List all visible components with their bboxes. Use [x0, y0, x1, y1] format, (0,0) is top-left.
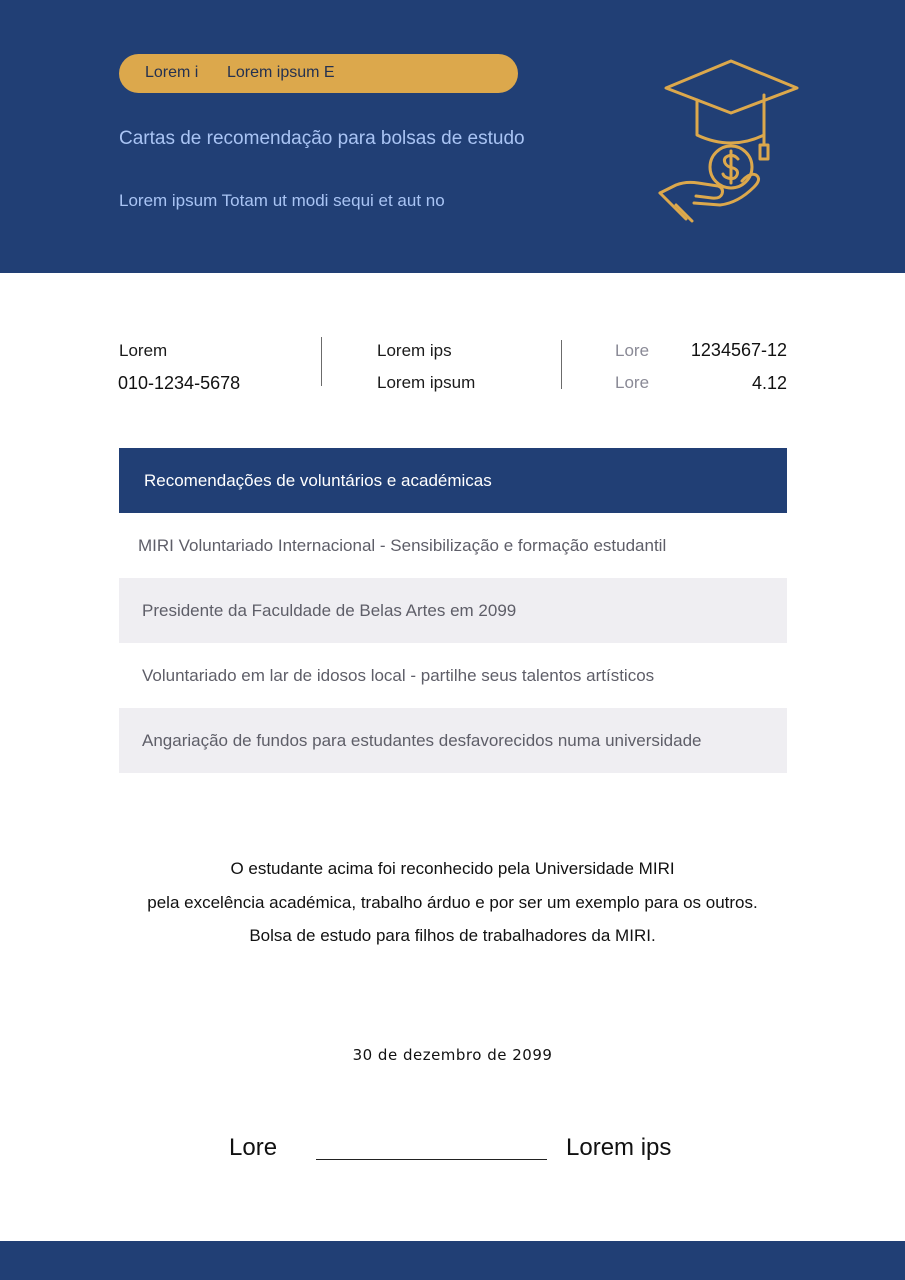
- footer-bar: [0, 1241, 905, 1280]
- table-header: Recomendações de voluntários e académicas: [119, 448, 787, 513]
- header-banner: [0, 0, 905, 273]
- pill-label-long: Lorem ipsum E: [227, 64, 335, 81]
- info-col2-label: Lorem ips: [377, 341, 452, 360]
- statement-line-1: O estudante acima foi reconhecido pela Universidade MIRI: [230, 859, 675, 878]
- info-col3-key2: Lore: [615, 373, 650, 392]
- table-row: Voluntariado em lar de idosos local - partilhe seus talentos artísticos: [142, 666, 655, 685]
- statement-line-2: pela excelência académica, trabalho árduo e por ser um exemplo para os outros.: [147, 892, 758, 912]
- table-row: Presidente da Faculdade de Belas Artes em 2099: [119, 578, 787, 643]
- recognition-statement: [0, 852, 905, 953]
- info-divider-1: [321, 337, 322, 386]
- table-row: Angariação de fundos para estudantes desfavorecidos numa universidade: [119, 708, 787, 773]
- graduation-cap-hand-coin-icon: [654, 55, 809, 230]
- info-col1-value: 010-1234-5678: [118, 373, 241, 393]
- document-date: 30 de dezembro de 2099: [352, 1046, 553, 1064]
- info-divider-2: [561, 340, 562, 389]
- info-col3-value2: 4.12: [751, 373, 787, 393]
- document-subtitle: Cartas de recomendação para bolsas de estudo: [119, 128, 525, 149]
- signature-left-label: Lore: [229, 1134, 278, 1161]
- signature-right-label: Lorem ips: [566, 1134, 672, 1161]
- statement-line-3: Bolsa de estudo para filhos de trabalhadores da MIRI.: [249, 926, 656, 945]
- info-col3-key1: Lore: [615, 341, 650, 360]
- pill-label-short: Lorem i: [145, 64, 199, 81]
- table-row: MIRI Voluntariado Internacional - Sensibilização e formação estudantil: [138, 536, 667, 555]
- info-col3-value1: 1234567-12: [690, 340, 787, 360]
- recommendations-table: [119, 448, 787, 773]
- info-col1-label: Lorem: [119, 341, 168, 360]
- document-tagline: Lorem ipsum Totam ut modi sequi et aut no: [119, 191, 445, 210]
- signature-line: [316, 1159, 547, 1160]
- category-pill: [119, 54, 518, 93]
- info-col2-value: Lorem ipsum: [377, 373, 476, 392]
